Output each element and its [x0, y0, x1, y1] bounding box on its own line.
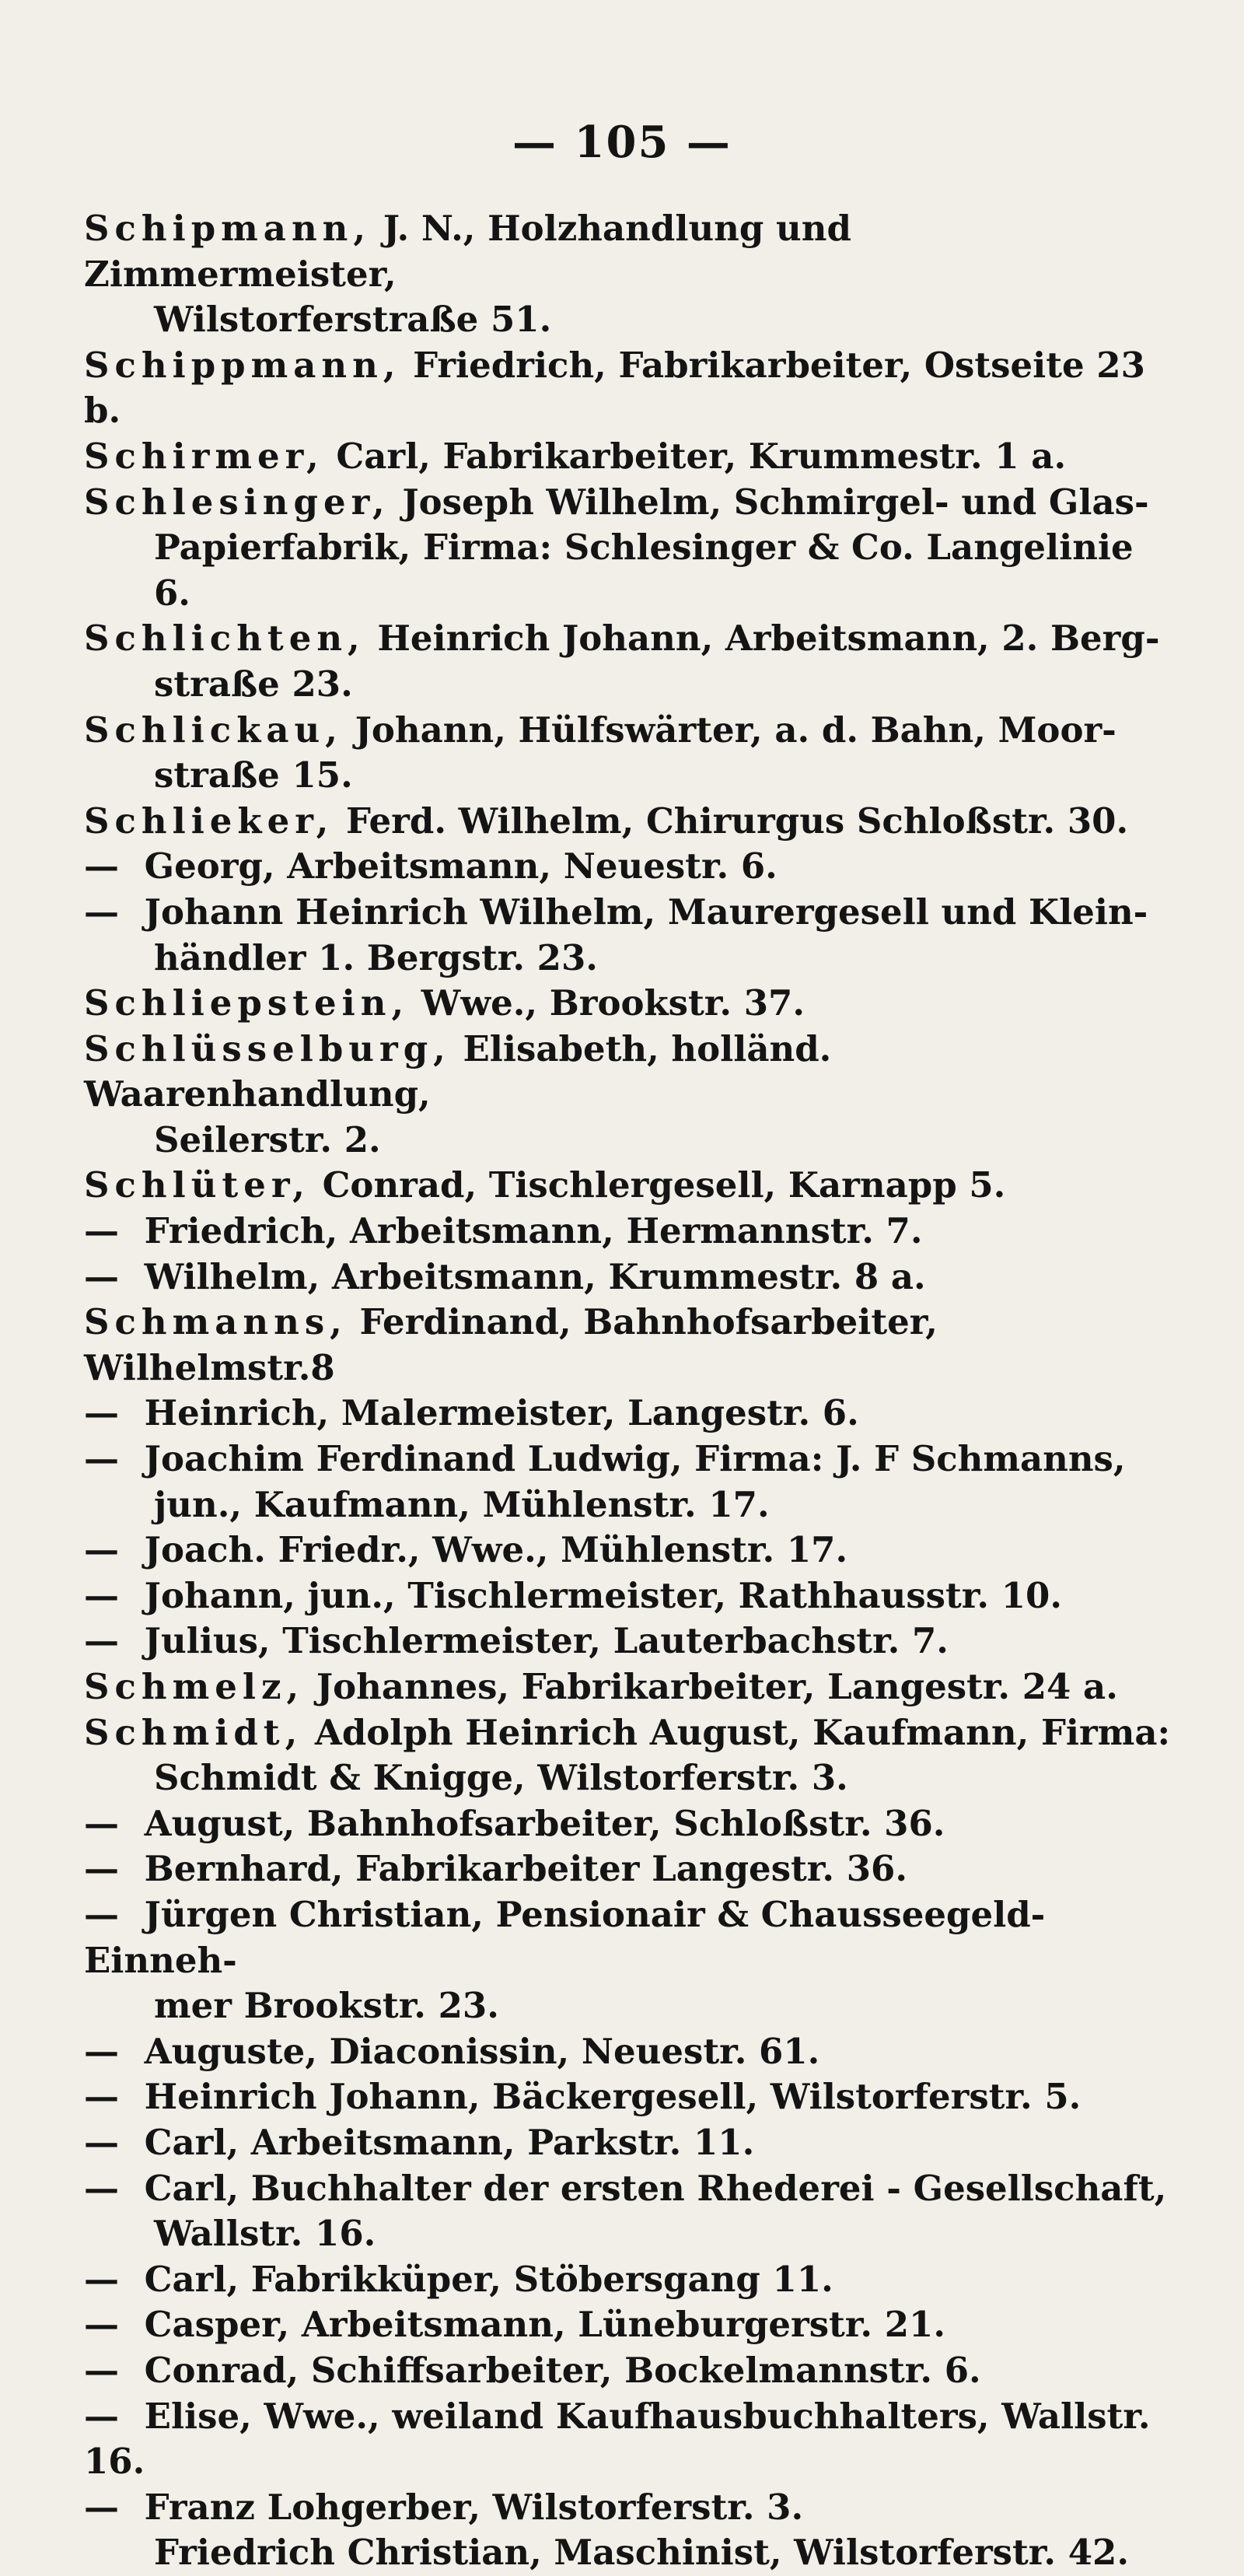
- ditto-dash: —: [84, 1438, 119, 1480]
- entry-line: [84, 1619, 1172, 1664]
- entry-line: [84, 1573, 1172, 1619]
- directory-entry: [84, 2029, 1172, 2075]
- directory-entry: [84, 2257, 1172, 2303]
- directory-entry: [84, 206, 1172, 343]
- entry-continuation: Papierfabrik, Firma: Schlesinger & Co. Langelinie 6.: [154, 527, 1134, 614]
- directory-entry: [84, 1892, 1172, 2029]
- ditto-dash: —: [84, 2349, 119, 2391]
- entry-surname: Schliepstein,: [84, 982, 410, 1024]
- ditto-dash: —: [84, 2395, 119, 2437]
- directory-entry: [84, 2302, 1172, 2348]
- entry-line: [84, 1846, 1172, 1892]
- entry-details: Carl, Fabrikküper, Stöbersgang 11.: [132, 2258, 833, 2300]
- ditto-dash: —: [84, 845, 119, 887]
- entry-details: Elise, Wwe., weiland Kaufhausbuchhalters, Wallstr. 16.: [84, 2395, 1151, 2483]
- entry-line: [84, 844, 1172, 890]
- entry-continuation: Wilstorferstraße 51.: [154, 299, 552, 341]
- entry-details: Auguste, Diaconissin, Neuestr. 61.: [132, 2030, 820, 2072]
- entry-surname: Schlichten,: [84, 618, 365, 660]
- entry-details: Carl, Fabrikarbeiter, Krummestr. 1 a.: [323, 435, 1067, 477]
- directory-entry: [84, 1801, 1172, 1847]
- ditto-dash: —: [84, 1848, 119, 1890]
- ditto-dash: —: [84, 2486, 119, 2528]
- ditto-dash: —: [84, 1620, 119, 1662]
- entry-details: Carl, Buchhalter der ersten Rhederei - Gesellschaft,: [132, 2167, 1167, 2209]
- directory-entry: [84, 890, 1172, 981]
- entry-continuation: mer Brookstr. 23.: [154, 1985, 499, 2027]
- entry-details: Joachim Ferdinand Ludwig, Firma: J. F Schmanns,: [132, 1438, 1126, 1480]
- ditto-dash: —: [84, 2030, 119, 2072]
- ditto-dash: —: [84, 2167, 119, 2209]
- entry-details: Heinrich Johann, Arbeitsmann, 2. Berg-: [365, 618, 1160, 660]
- ditto-dash: —: [84, 1574, 119, 1616]
- directory-entry: [84, 799, 1172, 845]
- entry-line: [84, 1027, 1172, 1118]
- entry-line: [84, 2166, 1172, 2212]
- entry-details: Casper, Arbeitsmann, Lüneburgerstr. 21.: [132, 2304, 946, 2346]
- entry-continuation: händler 1. Bergstr. 23.: [154, 936, 598, 978]
- entry-details: Friedrich, Fabrikarbeiter, Ostseite 23 b.: [84, 344, 1145, 432]
- entry-line: [84, 1255, 1172, 1300]
- entry-line: [84, 2029, 1172, 2075]
- entry-surname: Schlüsselburg,: [84, 1027, 451, 1069]
- entry-continuation: jun., Kaufmann, Mühlenstr. 17.: [154, 1483, 770, 1525]
- directory-entry: [84, 1255, 1172, 1300]
- directory-entry: [84, 1528, 1172, 1573]
- entry-details: Heinrich Johann, Bäckergesell, Wilstorferstr. 5.: [132, 2076, 1082, 2118]
- entry-surname: Schlieker,: [84, 800, 334, 842]
- ditto-dash: —: [84, 891, 119, 933]
- directory-entry: [84, 2394, 1172, 2485]
- entry-details: Julius, Tischlermeister, Lauterbachstr. 7.: [132, 1620, 949, 1662]
- ditto-dash: —: [84, 1392, 119, 1434]
- entry-surname: Schlesinger,: [84, 481, 390, 523]
- entry-details: Adolph Heinrich August, Kaufmann, Firma:: [302, 1711, 1171, 1753]
- entry-details: Conrad, Schiffsarbeiter, Bockelmannstr. 6.: [132, 2349, 981, 2391]
- ditto-dash: —: [84, 2076, 119, 2118]
- entry-surname: Schmelz,: [84, 1666, 305, 1707]
- entry-line: [84, 1209, 1172, 1255]
- directory-entry: [84, 2348, 1172, 2394]
- entry-details: Bernhard, Fabrikarbeiter Langestr. 36.: [132, 1848, 908, 1890]
- entry-line: [84, 1528, 1172, 1573]
- ditto-dash: —: [84, 1255, 119, 1297]
- entry-line: [84, 2485, 1172, 2531]
- entry-continuation: Schmidt & Knigge, Wilstorferstr. 3.: [154, 1757, 848, 1799]
- directory-entry: [84, 1209, 1172, 1255]
- entry-details: Johann, Hülfswärter, a. d. Bahn, Moor-: [342, 709, 1116, 751]
- ditto-dash: —: [84, 2258, 119, 2300]
- entry-details: Conrad, Tischlergesell, Karnapp 5.: [309, 1164, 1006, 1206]
- ditto-dash: —: [84, 1210, 119, 1252]
- entry-line: [84, 1801, 1172, 1847]
- entry-continuation: straße 15.: [154, 754, 353, 796]
- entry-details: Johannes, Fabrikarbeiter, Langestr. 24 a.: [304, 1666, 1118, 1707]
- entry-continuation: Seilerstr. 2.: [154, 1118, 381, 1160]
- directory-entry: [84, 1573, 1172, 1619]
- directory-entries: [84, 206, 1172, 2576]
- entry-details: Heinrich, Malermeister, Langestr. 6.: [132, 1392, 859, 1434]
- ditto-dash: —: [84, 2121, 119, 2163]
- directory-entry: [84, 1300, 1172, 1391]
- entry-details: Friedrich Christian, Maschinist, Wilstorferstr. 42.: [154, 2532, 1129, 2574]
- directory-entry: [84, 1710, 1172, 1801]
- entry-line: [84, 799, 1172, 845]
- entry-details: Wwe., Brookstr. 37.: [409, 982, 805, 1024]
- directory-entry: [84, 480, 1172, 617]
- entry-line: [84, 1664, 1172, 1710]
- directory-entry: [84, 2120, 1172, 2166]
- entry-details: Franz Lohgerber, Wilstorferstr. 3.: [132, 2486, 804, 2528]
- entry-line: [84, 616, 1172, 662]
- entry-details: Ferdinand, Bahnhofsarbeiter, Wilhelmstr.8: [84, 1301, 938, 1388]
- directory-entry: [84, 434, 1172, 480]
- directory-entry: [84, 1619, 1172, 1664]
- entry-surname: Schlickau,: [84, 709, 343, 751]
- directory-entry: [84, 343, 1172, 434]
- entry-continuation: Wallstr. 16.: [154, 2213, 376, 2255]
- entry-line: [154, 2530, 1172, 2576]
- entry-line: [84, 1391, 1172, 1437]
- entry-line: [84, 2120, 1172, 2166]
- directory-entry: [84, 844, 1172, 890]
- page-number: — 105 —: [512, 117, 732, 168]
- entry-details: Wilhelm, Arbeitsmann, Krummestr. 8 a.: [132, 1255, 926, 1297]
- entry-surname: Schmidt,: [84, 1711, 303, 1753]
- entry-line: [84, 434, 1172, 480]
- directory-entry: [84, 981, 1172, 1027]
- entry-details: Joach. Friedr., Wwe., Mühlenstr. 17.: [132, 1529, 848, 1571]
- directory-entry: [84, 1846, 1172, 1892]
- directory-entry: [84, 708, 1172, 799]
- entry-surname: Schmanns,: [84, 1301, 348, 1343]
- entry-details: J. N., Holzhandlung und Zimmermeister,: [84, 208, 851, 295]
- entry-line: [84, 708, 1172, 754]
- directory-entry: [84, 1391, 1172, 1437]
- entry-line: [84, 2074, 1172, 2120]
- entry-details: Friedrich, Arbeitsmann, Hermannstr. 7.: [132, 1210, 923, 1252]
- ditto-dash: —: [84, 1529, 119, 1571]
- directory-entry: [84, 1664, 1172, 1710]
- entry-details: Georg, Arbeitsmann, Neuestr. 6.: [132, 845, 778, 887]
- entry-line: [84, 890, 1172, 936]
- entry-line: [84, 1892, 1172, 1983]
- entry-line: [84, 1437, 1172, 1482]
- ditto-dash: —: [84, 2304, 119, 2346]
- entry-details: Jürgen Christian, Pensionair & Chausseegeld-Einneh-: [84, 1893, 1046, 1981]
- entry-line: [84, 343, 1172, 434]
- directory-entry: [84, 616, 1172, 707]
- ditto-dash: —: [84, 1893, 119, 1935]
- entry-details: Joseph Wilhelm, Schmirgel- und Glas-: [390, 481, 1149, 523]
- directory-entry: [84, 2485, 1172, 2531]
- entry-surname: Schirmer,: [84, 435, 324, 477]
- entry-details: August, Bahnhofsarbeiter, Schloßstr. 36.: [132, 1802, 945, 1844]
- entry-continuation: straße 23.: [154, 663, 353, 705]
- entry-line: [84, 1163, 1172, 1209]
- entry-line: [84, 1710, 1172, 1756]
- directory-entry: [84, 1163, 1172, 1209]
- entry-line: [84, 981, 1172, 1027]
- directory-entry: [84, 2530, 1172, 2576]
- entry-details: Johann, jun., Tischlermeister, Rathhausstr. 10.: [132, 1574, 1062, 1616]
- entry-line: [84, 2257, 1172, 2303]
- entry-details: Elisabeth, holländ. Waarenhandlung,: [84, 1027, 832, 1115]
- directory-entry: [84, 2074, 1172, 2120]
- directory-entry: [84, 1437, 1172, 1528]
- entry-line: [84, 2394, 1172, 2485]
- entry-line: [84, 206, 1172, 297]
- entry-line: [84, 2302, 1172, 2348]
- entry-details: Carl, Arbeitsmann, Parkstr. 11.: [132, 2121, 755, 2163]
- entry-line: [84, 480, 1172, 526]
- entry-details: Johann Heinrich Wilhelm, Maurergesell und Klein-: [132, 891, 1148, 933]
- entry-line: [84, 1300, 1172, 1391]
- directory-entry: [84, 1027, 1172, 1164]
- ditto-dash: —: [84, 1802, 119, 1844]
- entry-details: Ferd. Wilhelm, Chirurgus Schloßstr. 30.: [334, 800, 1129, 842]
- entry-surname: Schippmann,: [84, 344, 401, 386]
- entry-surname: Schlüter,: [84, 1164, 310, 1206]
- directory-entry: [84, 2166, 1172, 2257]
- entry-line: [84, 2348, 1172, 2394]
- entry-surname: Schipmann,: [84, 208, 372, 249]
